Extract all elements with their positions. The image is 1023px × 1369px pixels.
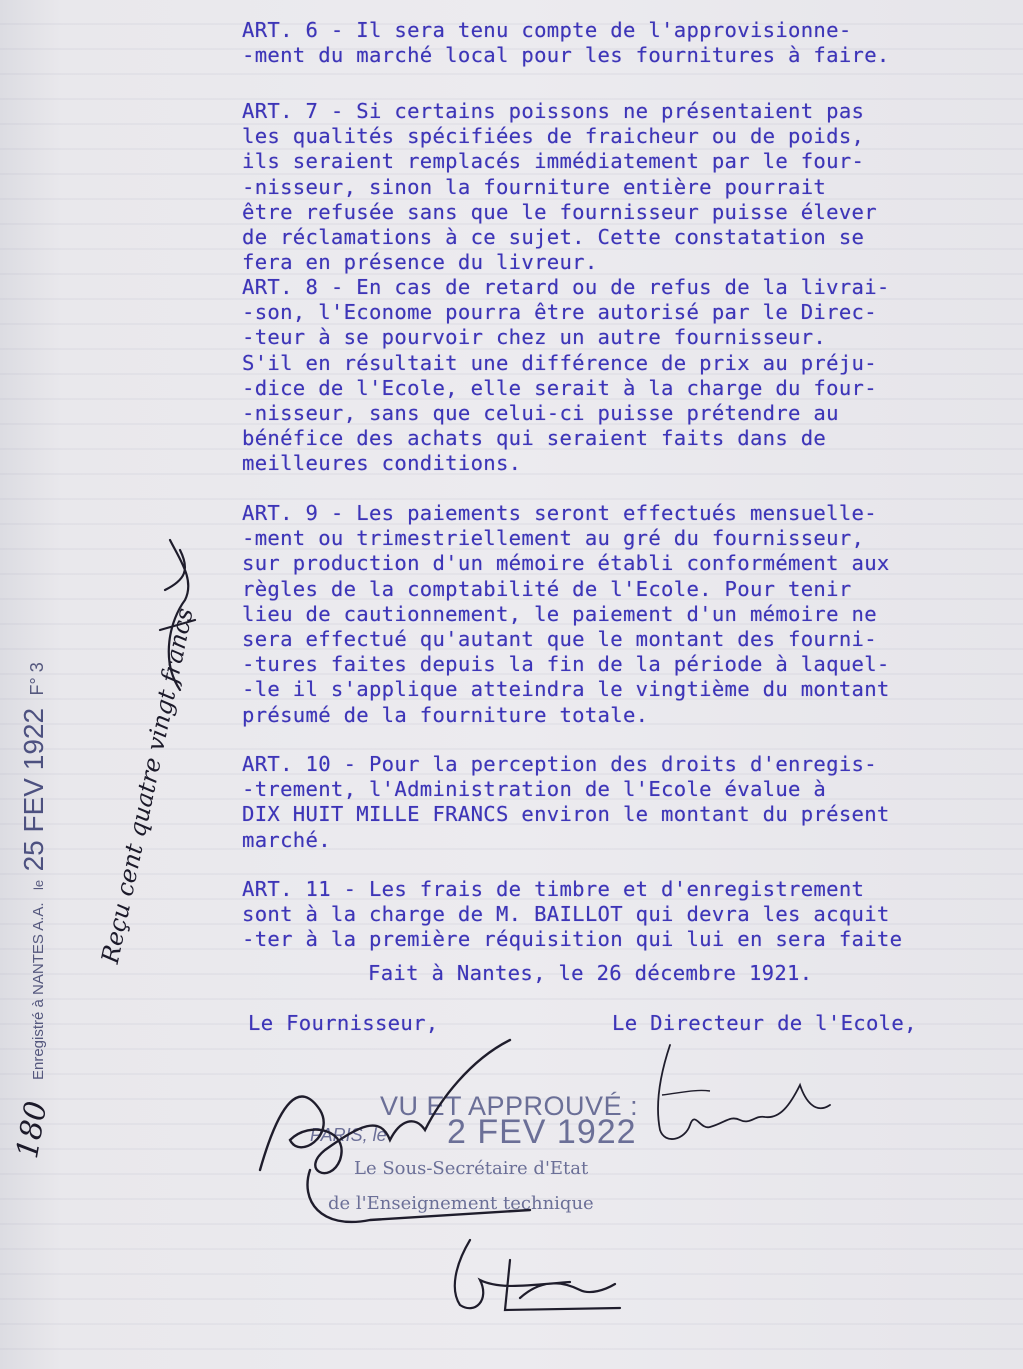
approval-stamp-authority-1: Le Sous-Secrétaire d'Etat — [354, 1158, 589, 1179]
paragraph-line: -nisseur, sinon la fourniture entière pourrait — [242, 174, 827, 199]
paragraph-line: -le il s'applique atteindra le vingtième du montant — [242, 677, 890, 702]
margin-initials — [140, 520, 210, 710]
registration-handwritten-receipt: Reçu cent quatre vingt francs — [96, 605, 199, 966]
closing-line: Fait à Nantes, le 26 décembre 1921. — [368, 961, 813, 985]
director-signature — [600, 1035, 840, 1155]
paragraph-line: marché. — [242, 827, 331, 852]
paragraph-line: -son, l'Econome pourra être autorisé par le Direc- — [242, 300, 877, 325]
registration-stamp-label: Enregistré à NANTES A.A. — [30, 902, 47, 1080]
registration-stamp — [18, 380, 50, 1080]
approval-stamp-date: 2 FEV 1922 — [447, 1113, 637, 1151]
paragraph-line: ART. 11 - Les frais de timbre et d'enregistrement — [242, 877, 865, 901]
paragraph-line: ART. 6 - Il sera tenu compte de l'approvisionne- — [242, 18, 852, 42]
paragraph-line: ART. 9 - Les paiements seront effectués mensuelle- — [242, 501, 877, 525]
paragraph-line: S'il en résultait une différence de prix au préju- — [242, 350, 877, 375]
paragraph-line: -ter à la première réquisition qui lui en sera faite — [242, 927, 903, 952]
paragraph-line: -trement, l'Administration de l'Ecole évalue à — [242, 777, 827, 802]
paragraph-line: de réclamations à ce sujet. Cette constatation se — [242, 225, 865, 249]
paragraph-line: ART. 8 - En cas de retard ou de refus de la livrai- — [242, 275, 890, 299]
approval-stamp-authority-2: de l'Enseignement technique — [328, 1193, 594, 1214]
paragraph-line: -ment ou trimestriellement au gré du fournisseur, — [242, 526, 865, 551]
paragraph-line: règles de la comptabilité de l'Ecole. Pour tenir — [242, 576, 852, 601]
paragraph-line: sera effectué qu'autant que le montant des fourni- — [242, 627, 877, 651]
paragraph-line: sont à la charge de M. BAILLOT qui devra les acquit — [242, 902, 890, 927]
approval-stamp-place: PARIS, le — [310, 1125, 387, 1145]
paragraph-line: ART. 10 - Pour la perception des droits d'enregis- — [242, 752, 877, 776]
paragraph-line: -tures faites depuis la fin de la période à laquel- — [242, 652, 890, 677]
registration-stamp-date-prefix: le — [31, 879, 46, 890]
paragraph-line: les qualités spécifiées de fraicheur ou de poids, — [242, 124, 865, 149]
paragraph-line: ils seraient remplacés immédiatement par le four- — [242, 149, 865, 174]
paragraph-line: bénéfice des achats qui seraient faits dans de — [242, 426, 827, 451]
paragraph-line: présumé de la fourniture totale. — [242, 702, 649, 727]
registration-stamp-date: 25 FEV 1922 — [18, 707, 49, 872]
paragraph-line: meilleures conditions. — [242, 451, 522, 476]
paragraph-line: -dice de l'Ecole, elle serait à la charge du four- — [242, 375, 877, 400]
paragraph-line: fera en présence du livreur. — [242, 250, 598, 275]
paragraph-line: DIX HUIT MILLE FRANCS environ le montant du présent — [242, 802, 890, 827]
paragraph-line: ART. 7 - Si certains poissons ne présentaient pas — [242, 99, 865, 123]
approval-stamp-title: VU ET APPROUVÉ : — [380, 1091, 639, 1121]
paragraph-line: être refusée sans que le fournisseur puisse élever — [242, 199, 877, 224]
undersecretary-signature — [420, 1220, 660, 1330]
signatory-director-label: Le Directeur de l'Ecole, — [612, 1011, 917, 1035]
paragraph-line: lieu de cautionnement, le paiement d'un mémoire ne — [242, 601, 877, 626]
registration-stamp-folio: F° 3 — [27, 662, 47, 696]
paragraph-line: -ment du marché local pour les fournitures à faire. — [242, 43, 890, 68]
signatory-supplier-label: Le Fournisseur, — [248, 1011, 439, 1035]
registration-handwritten-amount: 180 — [10, 1098, 55, 1162]
paragraph-line: -nisseur, sans que celui-ci puisse prétendre au — [242, 401, 839, 425]
paragraph-line: -teur à se pourvoir chez un autre fournisseur. — [242, 325, 827, 350]
paragraph-line: sur production d'un mémoire établi conformément aux — [242, 551, 890, 576]
